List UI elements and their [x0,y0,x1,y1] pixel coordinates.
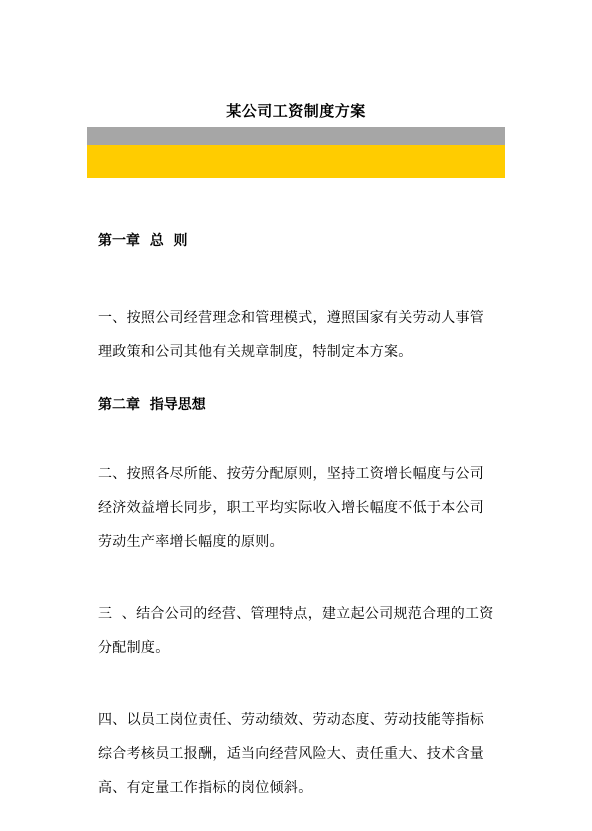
chapter-1-item-1 [98,301,518,369]
paragraph-line: 一、按照公司经营理念和管理模式，遵照国家有关劳动人事管 [98,310,485,326]
paragraph-line: 高、有定量工作指标的岗位倾斜。 [98,780,313,796]
header-gray-band [87,127,505,145]
paragraph-line: 三 、结合公司的经营、管理特点，建立起公司规范合理的工资 [98,606,494,622]
header-yellow-band [87,145,505,178]
paragraph-line: 综合考核员工报酬，适当向经营风险大、责任重大、技术含量 [98,746,485,762]
chapter-2-item-2 [98,457,518,559]
paragraph-line: 分配制度。 [98,640,170,656]
paragraph-line: 四、以员工岗位责任、劳动绩效、劳动态度、劳动技能等指标 [98,712,485,728]
paragraph-line: 二、按照各尽所能、按劳分配原则，坚持工资增长幅度与公司 [98,466,485,482]
chapter-2-heading: 第二章 指导思想 [98,397,206,413]
chapter-2-item-3 [98,597,518,665]
paragraph-line: 经济效益增长同步，职工平均实际收入增长幅度不低于本公司 [98,500,485,516]
paragraph-line: 理政策和公司其他有关规章制度，特制定本方案。 [98,344,413,360]
chapter-1-heading: 第一章 总 则 [98,233,188,249]
chapter-2-item-4 [98,703,518,805]
document-title: 某公司工资制度方案 [226,102,366,120]
paragraph-line: 劳动生产率增长幅度的原则。 [98,534,284,550]
document-body [98,227,518,805]
